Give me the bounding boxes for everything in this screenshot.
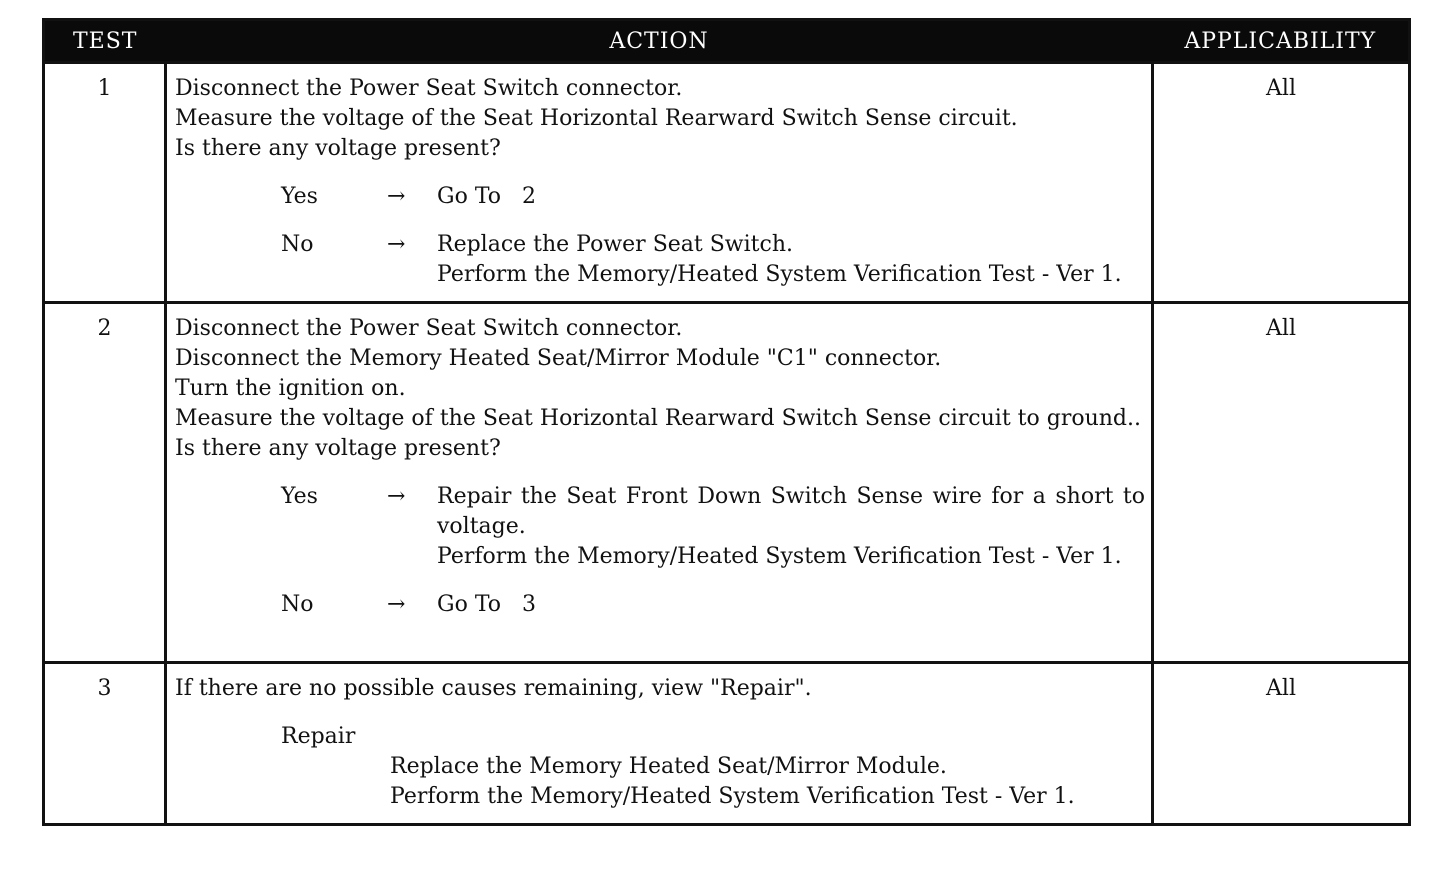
arrow-icon: →: [387, 184, 406, 209]
action-cell: [166, 663, 1153, 825]
no-response: [175, 590, 1145, 620]
yes-text: [437, 182, 1145, 212]
no-text: [437, 590, 1145, 620]
repair-steps: [175, 752, 1145, 812]
response-line: Replace the Power Seat Switch.: [437, 232, 793, 257]
arrow-icon: →: [387, 484, 406, 509]
header-action: ACTION: [166, 20, 1153, 63]
yes-response: [175, 182, 1145, 212]
action-line: Measure the voltage of the Seat Horizontal Rearward Switch Sense circuit to ground..: [175, 406, 1142, 431]
arrow-icon: →: [387, 592, 406, 617]
applicability-value: All: [1153, 63, 1410, 303]
action-line: Is there any voltage present?: [175, 436, 501, 461]
no-text: [437, 230, 1145, 290]
test-number: 3: [44, 663, 166, 825]
table-row: [44, 303, 1410, 663]
action-line: Measure the voltage of the Seat Horizontal Rearward Switch Sense circuit.: [175, 106, 1018, 131]
repair-line: Perform the Memory/Heated System Verification Test - Ver 1.: [390, 784, 1075, 809]
yes-label: Yes: [281, 184, 318, 209]
yes-text: [437, 482, 1145, 572]
header-test: TEST: [44, 20, 166, 63]
header-row: [44, 20, 1410, 63]
table-row: [44, 663, 1410, 825]
table-row: [44, 63, 1410, 303]
header-applicability: APPLICABILITY: [1153, 20, 1410, 63]
response-line: Perform the Memory/Heated System Verification Test - Ver 1.: [437, 262, 1122, 287]
action-line: Turn the ignition on.: [175, 376, 406, 401]
arrow-icon: →: [387, 232, 406, 257]
no-label: No: [281, 592, 314, 617]
response-line: Perform the Memory/Heated System Verification Test - Ver 1.: [437, 544, 1122, 569]
action-line: Disconnect the Power Seat Switch connector.: [175, 76, 683, 101]
action-line: Disconnect the Power Seat Switch connector.: [175, 316, 683, 341]
repair-label: Repair: [281, 724, 356, 749]
applicability-value: All: [1153, 303, 1410, 663]
response-line: Go To 2: [437, 184, 536, 209]
action-line: Disconnect the Memory Heated Seat/Mirror Module "C1" connector.: [175, 346, 942, 371]
response-line: Repair the Seat Front Down Switch Sense wire for a short to voltage.: [437, 484, 1145, 539]
action-line: Is there any voltage present?: [175, 136, 501, 161]
test-number: 2: [44, 303, 166, 663]
applicability-value: All: [1153, 663, 1410, 825]
action-line: If there are no possible causes remaining, view "Repair".: [175, 676, 812, 701]
test-number: 1: [44, 63, 166, 303]
action-cell: [166, 63, 1153, 303]
diagnostic-table: [42, 18, 1411, 826]
no-response: [175, 230, 1145, 290]
repair-line: Replace the Memory Heated Seat/Mirror Module.: [390, 754, 947, 779]
action-cell: [166, 303, 1153, 663]
no-label: No: [281, 232, 314, 257]
response-line: Go To 3: [437, 592, 536, 617]
yes-response: [175, 482, 1145, 572]
yes-label: Yes: [281, 484, 318, 509]
